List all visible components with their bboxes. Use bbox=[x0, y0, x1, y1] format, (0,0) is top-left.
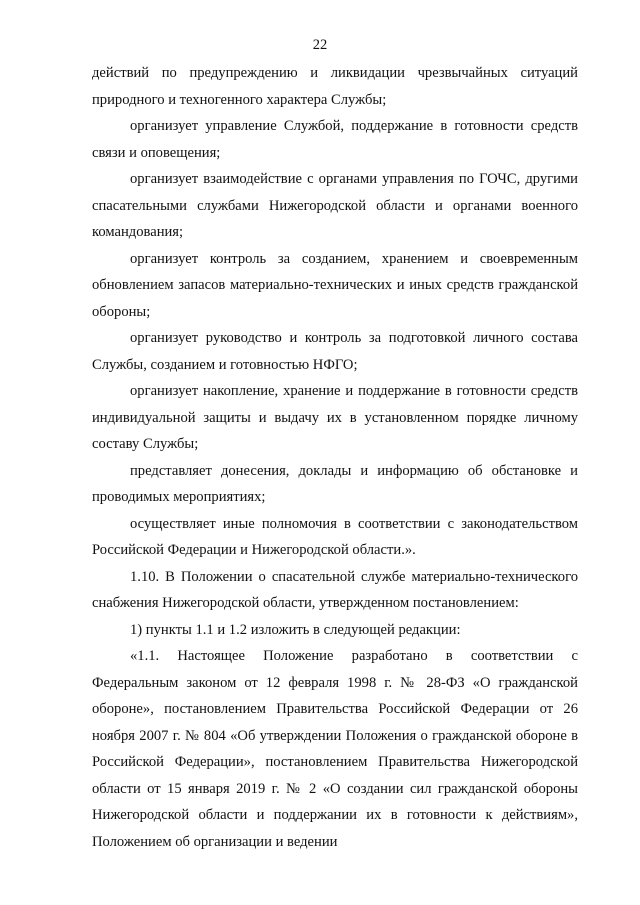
paragraph: организует руководство и контроль за подготовкой личного состава Службы, созданием и готовностью НФГО; bbox=[92, 330, 578, 373]
paragraph: организует контроль за созданием, хранением и своевременным обновлением запасов материально-технических и иных средств гражданской обороны; bbox=[92, 250, 578, 320]
paragraph: осуществляет иные полномочия в соответствии с законодательством Российской Федерации и Нижегородской области.». bbox=[92, 515, 578, 558]
paragraph: организует накопление, хранение и поддержание в готовности средств индивидуальной защиты и выдачу их в установленном порядке личному составу Службы; bbox=[92, 383, 578, 452]
page-number: 22 bbox=[312, 37, 328, 53]
paragraph-clause-1-1: «1.1. Настоящее Положение разработано в соответствии с Федеральным законом от 12 февраля 1998 г. № 28-ФЗ «О гражданской обороне», постановлением Правительства Российской Федерации от 26 ноября 2007 г. № 804 «Об утверждении Положения о гражданской обороне в Российской Федерации», постановлением Правительства Нижегородской области от 15 января 2019 г. № 2 «О создании сил гражданской обороны Нижегородской области и поддержании их в готовности к действиям», Положением об организации и ведении bbox=[92, 648, 578, 850]
paragraph-continuation: действий по предупреждению и ликвидации чрезвычайных ситуаций природного и техногенного характера Службы; bbox=[92, 65, 578, 108]
paragraph: организует взаимодействие с органами управления по ГОЧС, другими спасательными службами Нижегородской области и органами военного командования; bbox=[92, 171, 578, 240]
paragraph: представляет донесения, доклады и информацию об обстановке и проводимых мероприятиях; bbox=[92, 462, 578, 505]
paragraph: организует управление Службой, поддержание в готовности средств связи и оповещения; bbox=[92, 118, 578, 161]
document-body bbox=[92, 60, 578, 855]
paragraph-item-1: 1) пункты 1.1 и 1.2 изложить в следующей редакции: bbox=[130, 621, 461, 638]
paragraph-section-1-10: 1.10. В Положении о спасательной службе материально-технического снабжения Нижегородской области, утвержденном постановлением: bbox=[92, 568, 578, 611]
